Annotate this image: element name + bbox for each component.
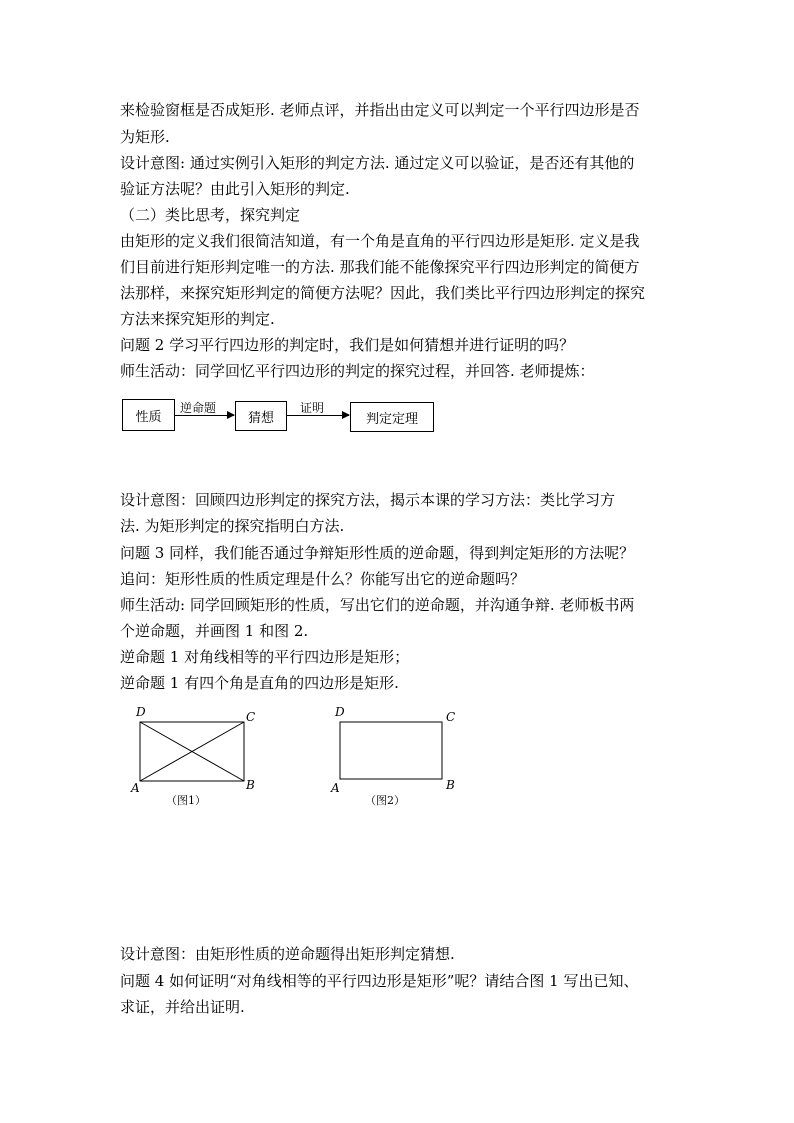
figure-2-rectangle	[340, 722, 442, 779]
figure-2-caption: （图2）	[365, 794, 405, 807]
paragraph-line: 方法来探究矩形的判定.	[120, 310, 275, 328]
figure-1-rectangle	[140, 722, 244, 781]
paragraph-line: 个逆命题，并画图 1 和图 2.	[120, 622, 309, 640]
question-2: 问题 2 学习平行四边形的判定时，我们是如何猜想并进行证明的吗？	[120, 336, 575, 354]
paragraph-line: 来检验窗框是否成矩形. 老师点评，并指出由定义可以判定一个平行四边形是否	[120, 101, 640, 119]
flow-box-label: 性质	[135, 409, 162, 425]
paragraph-line: 追问：矩形性质的性质定理是什么？你能写出它的逆命题吗？	[120, 570, 526, 588]
paragraph-line: 师生活动: 同学回顾矩形的性质，写出它们的逆命题，并沟通争辩. 老师板书两	[120, 596, 635, 614]
question-4: 问题 4 如何证明“对角线相等的平行四边形是矩形”呢？请结合图 1 写出已知、	[120, 972, 639, 990]
converse-1: 逆命题 1 对角线相等的平行四边形是矩形；	[120, 648, 410, 666]
vertex-label-d: D	[136, 705, 146, 719]
paragraph-line: 们目前进行矩形判定唯一的方法. 那我们能不能像探究平行四边形判定的简便方	[120, 258, 640, 276]
converse-2: 逆命题 1 有四个角是直角的四边形是矩形.	[120, 674, 399, 692]
paragraph-line: 设计意图：由矩形性质的逆命题得出矩形判定猜想.	[120, 945, 455, 963]
flow-arrow-label-proof: 证明	[300, 401, 325, 415]
section-heading: （二）类比思考，探究判定	[120, 206, 301, 224]
paragraph-line: 法. 为矩形判定的探究指明白方法.	[120, 517, 345, 535]
paragraph-line: 师生活动：同学回忆平行四边形的判定的探究过程，并回答. 老师提炼：	[120, 362, 595, 380]
paragraph-line: 由矩形的定义我们很简洁知道，有一个角是直角的平行四边形是矩形. 定义是我	[120, 232, 640, 250]
flow-arrow-label-converse: 逆命题	[180, 401, 217, 415]
question-3: 问题 3 同样，我们能否通过争辩矩形性质的逆命题，得到判定矩形的方法呢？	[120, 544, 635, 562]
figure-1-caption: （图1）	[166, 794, 206, 807]
vertex-label-d: D	[335, 705, 345, 719]
vertex-label-a: A	[331, 781, 340, 795]
vertex-label-a: A	[131, 781, 140, 795]
vertex-label-c: C	[446, 710, 456, 724]
paragraph-line: 求证，并给出证明.	[120, 998, 245, 1016]
flow-box-label: 猜想	[247, 410, 274, 426]
paragraph-line: 为矩形.	[120, 128, 170, 146]
paragraph-line: 设计意图：回顾四边形判定的探究方法，揭示本课的学习方法：类比学习方	[120, 491, 616, 509]
paragraph-line: 设计意图: 通过实例引入矩形的判定方法. 通过定义可以验证，是否还有其他的	[120, 154, 635, 172]
vertex-label-c: C	[246, 710, 256, 724]
paragraph-line: 法那样，来探究矩形判定的简便方法呢？因此，我们类比平行四边形判定的探究	[120, 284, 646, 302]
vertex-label-b: B	[446, 778, 455, 792]
paragraph-line: 验证方法呢？由此引入矩形的判定.	[120, 180, 350, 198]
flow-box-label: 判定定理	[365, 411, 418, 427]
vertex-label-b: B	[246, 778, 255, 792]
